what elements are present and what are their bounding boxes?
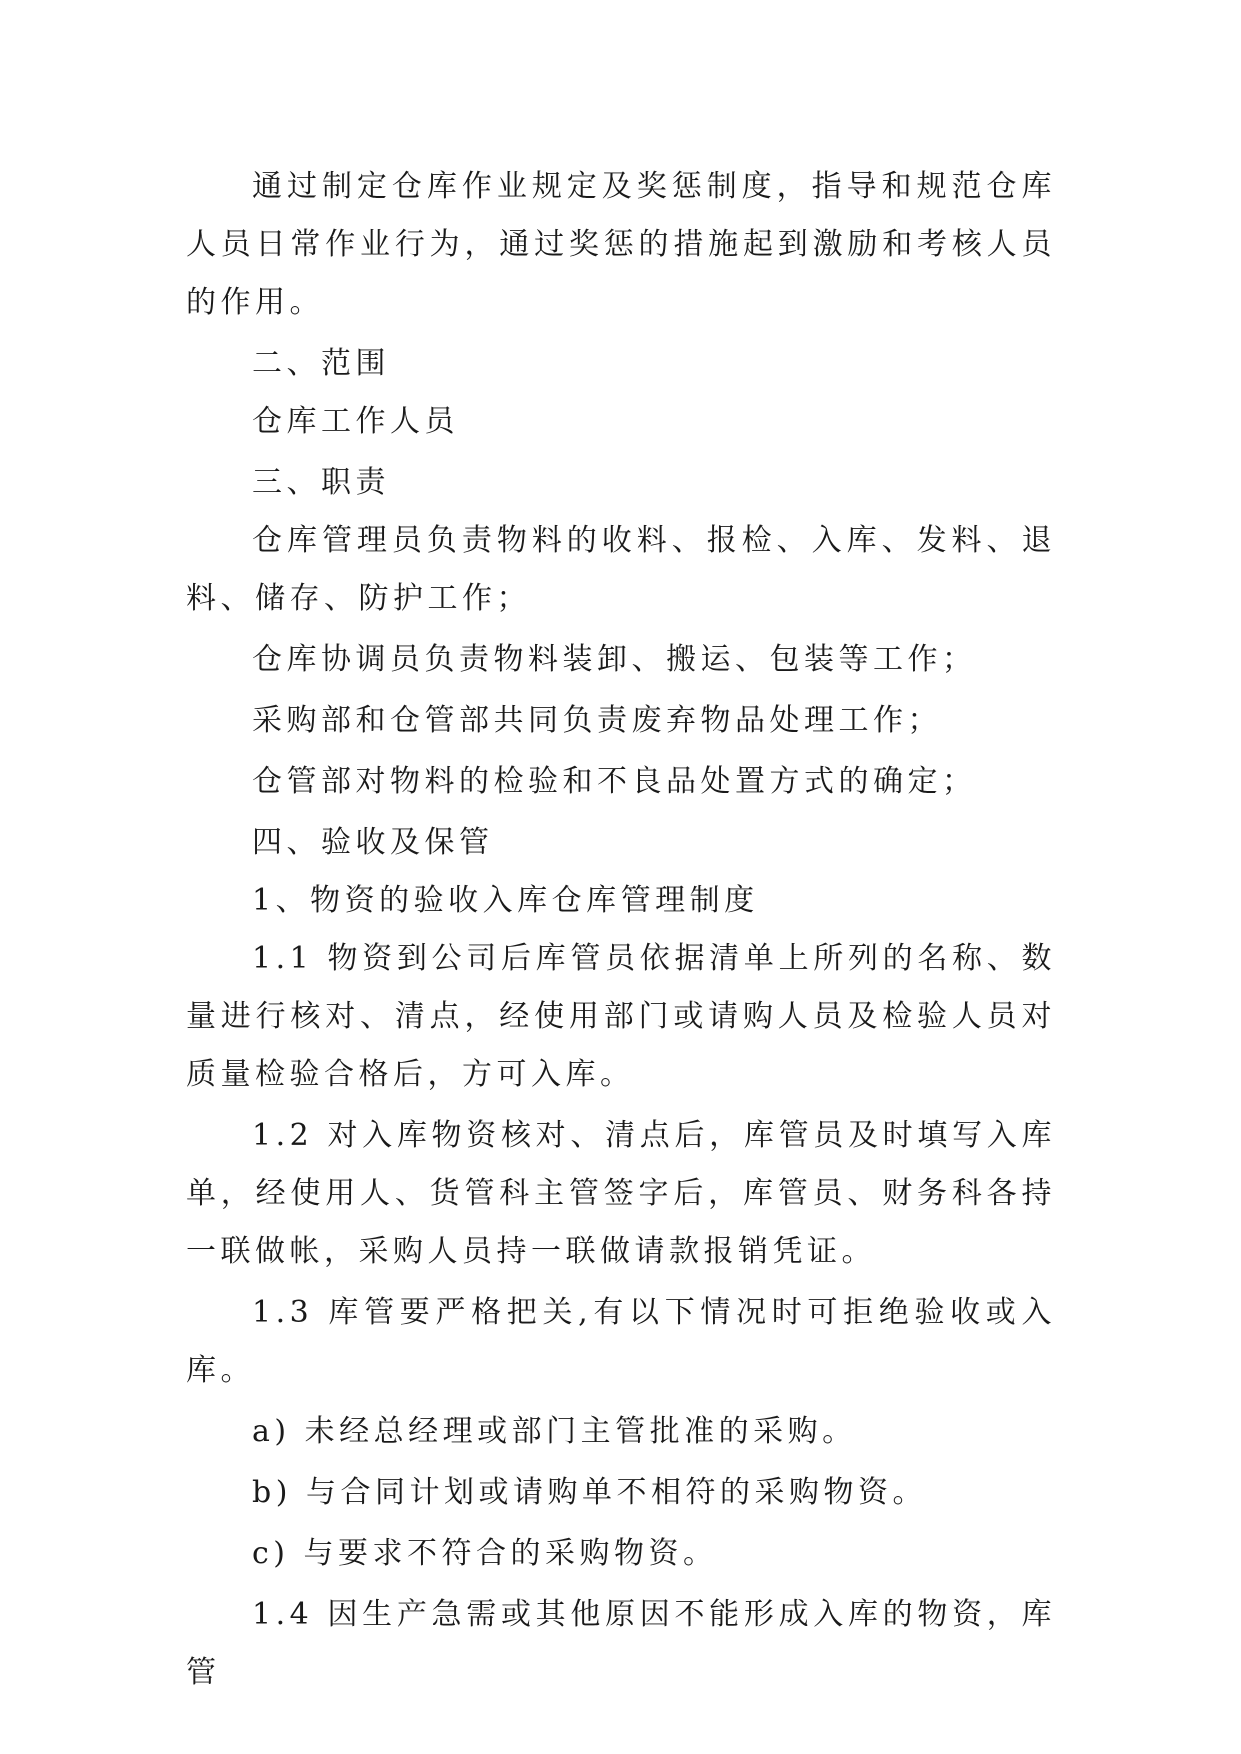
paragraph-duty-coordinator: 仓库协调员负责物料装卸、搬运、包装等工作； xyxy=(252,642,977,677)
section-heading-scope: 二、范围 xyxy=(252,346,390,381)
list-item-a: a) 未经总经理或部门主管批准的采购。 xyxy=(252,1414,857,1449)
paragraph-duty-waste: 采购部和仓管部共同负责废弃物品处理工作； xyxy=(252,703,942,738)
paragraph-purpose: 通过制定仓库作业规定及奖惩制度，指导和规范仓库人员日常作业行为，通过奖惩的措施起到激励和考核人员的作用。 xyxy=(186,169,1056,320)
clause-1-3: 1.3 库管要严格把关,有以下情况时可拒绝验收或入库。 xyxy=(186,1295,1056,1388)
clause-1-4: 1.4 因生产急需或其他原因不能形成入库的物资，库管 xyxy=(186,1597,1056,1690)
paragraph-duty-warehouse-keeper: 仓库管理员负责物料的收料、报检、入库、发料、退料、储存、防护工作； xyxy=(186,523,1056,616)
section-heading-duties: 三、职责 xyxy=(252,465,390,500)
clause-1-2: 1.2 对入库物资核对、清点后，库管员及时填写入库单，经使用人、货管科主管签字后，库管员、财务科各持一联做帐，采购人员持一联做请款报销凭证。 xyxy=(186,1118,1056,1269)
list-item-b: b) 与合同计划或请购单不相符的采购物资。 xyxy=(252,1475,927,1510)
paragraph-duty-inspection: 仓管部对物料的检验和不良品处置方式的确定； xyxy=(252,764,977,799)
document-body xyxy=(186,158,1056,1705)
section-heading-acceptance: 四、验收及保管 xyxy=(252,825,494,860)
clause-1-1: 1.1 物资到公司后库管员依据清单上所列的名称、数量进行核对、清点，经使用部门或请购人员及检验人员对质量检验合格后，方可入库。 xyxy=(186,941,1056,1092)
subsection-heading-1: 1、物资的验收入库仓库管理制度 xyxy=(252,883,759,918)
paragraph-scope: 仓库工作人员 xyxy=(252,404,459,439)
list-item-c: c) 与要求不符合的采购物资。 xyxy=(252,1536,718,1571)
